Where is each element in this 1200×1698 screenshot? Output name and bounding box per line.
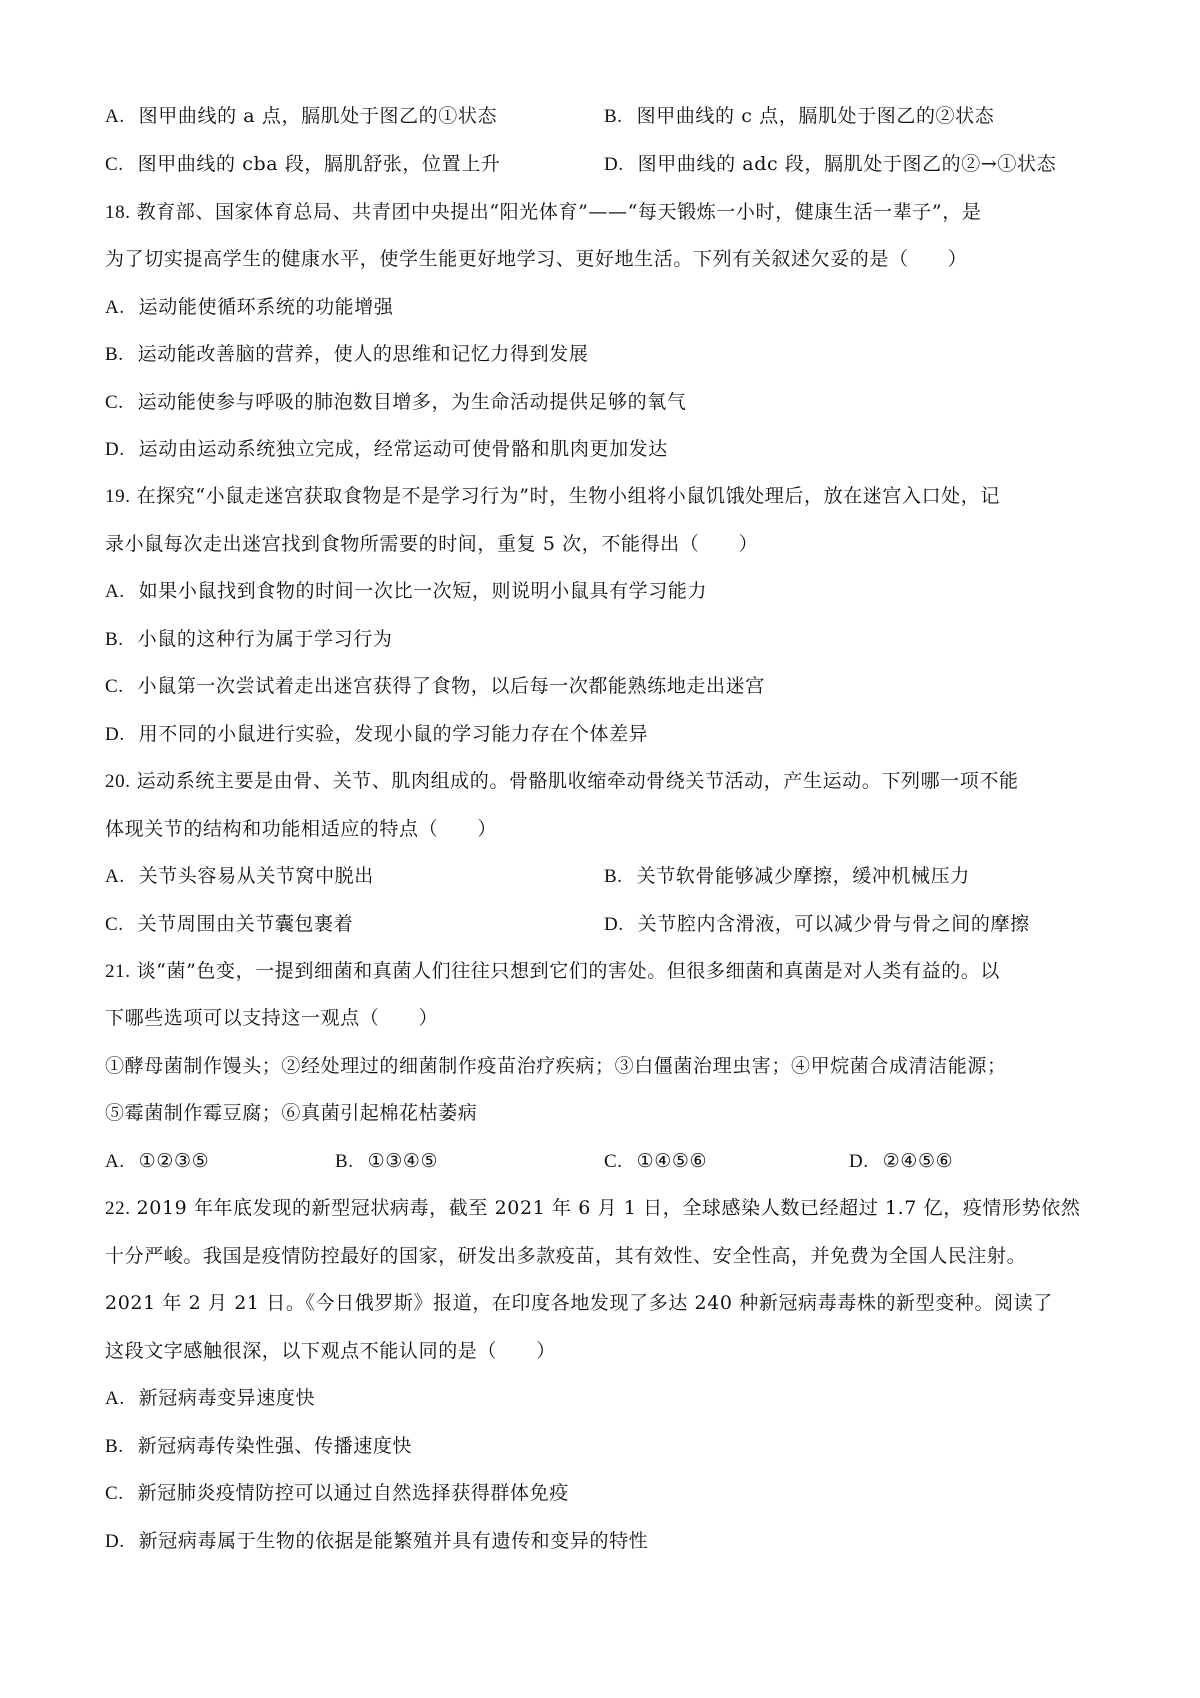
q21-items-line-2: ⑤霉菌制作霉豆腐；⑥真菌引起棉花枯萎病 [105,1102,478,1124]
q22-option-c: C. 新冠肺炎疫情防控可以通过自然选择获得群体免疫 [105,1482,569,1504]
q19-stem-line-2: 录小鼠每次走出迷宫找到食物所需要的时间，重复 5 次，不能得出（ ） [105,533,759,555]
q21-option-d: D. ②④⑤⑥ [849,1150,954,1172]
q18-option-a: A. 运动能使循环系统的功能增强 [105,296,394,318]
q17-option-b: B. 图甲曲线的 c 点，膈肌处于图乙的②状态 [604,105,995,127]
q19-option-d: D. 用不同的小鼠进行实验，发现小鼠的学习能力存在个体差异 [105,723,649,745]
q20-stem-line-2: 体现关节的结构和功能相适应的特点（ ） [105,818,498,840]
q21-option-b: B. ①③④⑤ [335,1150,439,1172]
q21-option-c: C. ①④⑤⑥ [604,1150,708,1172]
q18-stem-line-1: 18. 教育部、国家体育总局、共青团中央提出“阳光体育”——“每天锻炼一小时，健康生活一辈子”，是 [105,201,982,223]
q22-option-b: B. 新冠病毒传染性强、传播速度快 [105,1435,413,1457]
q20-option-b: B. 关节软骨能够减少摩擦，缓冲机械压力 [604,865,970,887]
q22-stem-line-3: 2021 年 2 月 21 日。《今日俄罗斯》报道，在印度各地发现了多达 240 种新冠病毒毒株的新型变种。阅读了 [105,1292,1053,1314]
q21-stem-line-1: 21. 谈“菌”色变，一提到细菌和真菌人们往往只想到它们的害处。但很多细菌和真菌是对人类有益的。以 [105,960,1000,982]
q20-option-d: D. 关节腔内含滑液，可以减少骨与骨之间的摩擦 [604,913,1030,935]
q20-option-a: A. 关节头容易从关节窝中脱出 [105,865,374,887]
q20-stem-line-1: 20. 运动系统主要是由骨、关节、肌肉组成的。骨骼肌收缩牵动骨绕关节活动，产生运动。下列哪一项不能 [105,770,1019,792]
q17-option-d: D. 图甲曲线的 adc 段，膈肌处于图乙的②→①状态 [604,153,1057,175]
q22-stem-line-1: 22. 2019 年年底发现的新型冠状病毒，截至 2021 年 6 月 1 日，全球感染人数已经超过 1.7 亿，疫情形势依然 [105,1197,1081,1219]
q21-stem-line-2: 下哪些选项可以支持这一观点（ ） [105,1007,439,1029]
q22-stem-line-4: 这段文字感触很深，以下观点不能认同的是（ ） [105,1340,556,1362]
q18-option-b: B. 运动能改善脑的营养，使人的思维和记忆力得到发展 [105,343,589,365]
q19-stem-line-1: 19. 在探究“小鼠走迷宫获取食物是不是学习行为”时，生物小组将小鼠饥饿处理后，放在迷宫入口处，记 [105,485,1000,507]
q21-items-line-1: ①酵母菌制作馒头；②经处理过的细菌制作疫苗治疗疾病；③白僵菌治理虫害；④甲烷菌合成清洁能源； [105,1055,1007,1077]
q20-option-c: C. 关节周围由关节囊包裹着 [105,913,354,935]
q18-option-c: C. 运动能使参与呼吸的肺泡数目增多，为生命活动提供足够的氧气 [105,391,687,413]
q22-stem-line-2: 十分严峻。我国是疫情防控最好的国家，研发出多款疫苗，其有效性、安全性高，并免费为全国人民注射。 [105,1245,1027,1267]
q18-stem-line-2: 为了切实提高学生的健康水平，使学生能更好地学习、更好地生活。下列有关叙述欠妥的是（ ） [105,248,968,270]
q19-option-b: B. 小鼠的这种行为属于学习行为 [105,628,393,650]
q22-option-a: A. 新冠病毒变异速度快 [105,1387,316,1409]
q19-option-c: C. 小鼠第一次尝试着走出迷宫获得了食物，以后每一次都能熟练地走出迷宫 [105,675,765,697]
q18-option-d: D. 运动由运动系统独立完成，经常运动可使骨骼和肌肉更加发达 [105,438,668,460]
q21-option-a: A. ①②③⑤ [105,1150,210,1172]
q17-option-a: A. 图甲曲线的 a 点，膈肌处于图乙的①状态 [105,105,498,127]
q17-option-c: C. 图甲曲线的 cba 段，膈肌舒张，位置上升 [105,153,501,175]
q22-option-d: D. 新冠病毒属于生物的依据是能繁殖并具有遗传和变异的特性 [105,1530,649,1552]
q19-option-a: A. 如果小鼠找到食物的时间一次比一次短，则说明小鼠具有学习能力 [105,580,708,602]
